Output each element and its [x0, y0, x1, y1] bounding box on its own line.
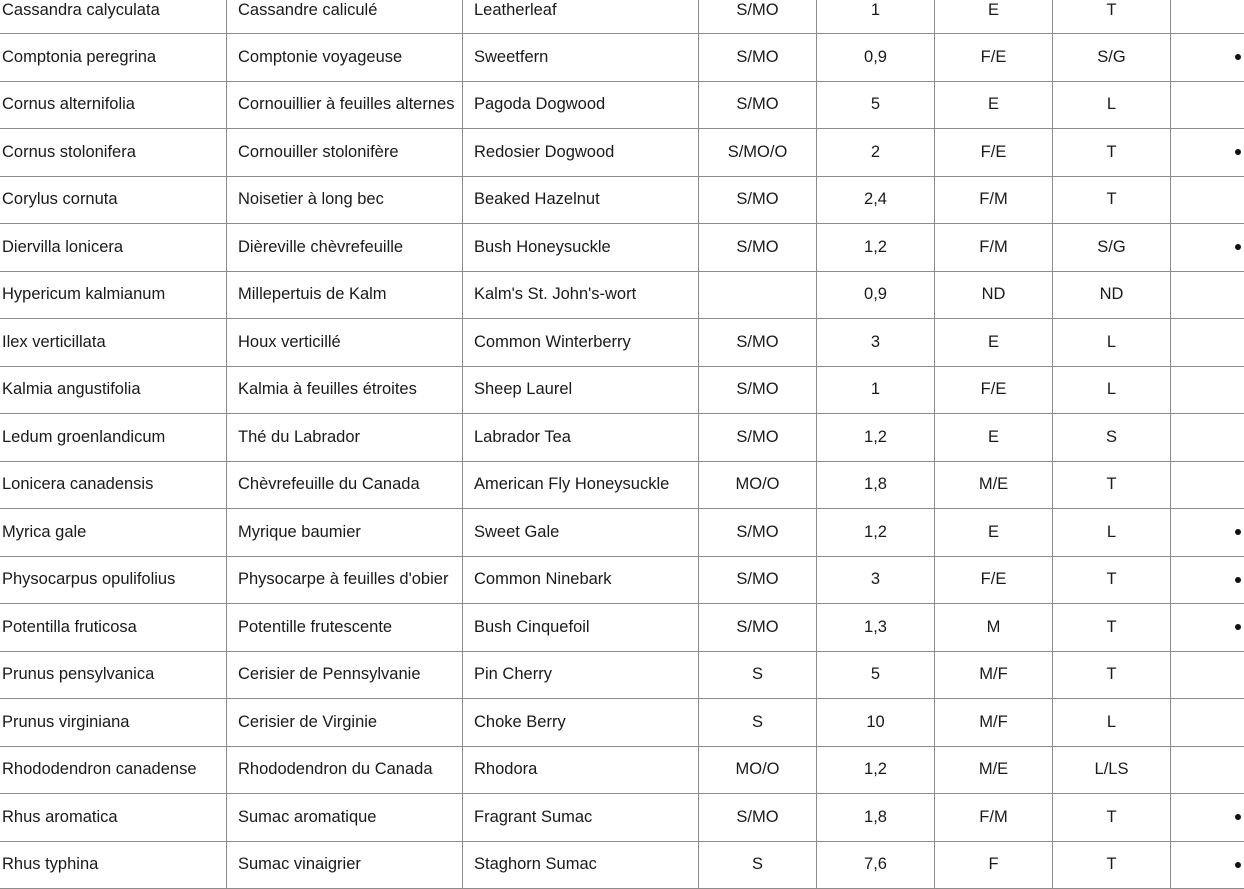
english-name-cell: Sheep Laurel — [463, 367, 699, 414]
english-name-cell: Pagoda Dogwood — [463, 82, 699, 129]
french-name-cell: Rhododendron du Canada — [227, 747, 463, 794]
french-name-cell: Kalmia à feuilles étroites — [227, 367, 463, 414]
bullet-dot-icon — [1235, 529, 1241, 535]
column-7-cell: T — [1053, 129, 1171, 176]
soil-cell: MO/O — [699, 462, 817, 509]
table-row — [0, 604, 1244, 652]
soil-cell: S/MO — [699, 557, 817, 604]
column-7-cell: T — [1053, 177, 1171, 224]
height-cell: 1,2 — [817, 509, 935, 556]
height-cell: 1 — [817, 0, 935, 33]
english-name-cell: Bush Cinquefoil — [463, 604, 699, 651]
column-7-cell: T — [1053, 462, 1171, 509]
column-6-cell: M — [935, 604, 1053, 651]
column-7-cell: T — [1053, 842, 1171, 889]
bullet-dot-icon — [1235, 244, 1241, 250]
table-row — [0, 224, 1244, 272]
table-row — [0, 319, 1244, 367]
latin-name-cell: Rhus typhina — [0, 842, 227, 889]
height-cell: 1,8 — [817, 794, 935, 841]
mark-cell — [1171, 652, 1244, 699]
column-7-cell: S/G — [1053, 224, 1171, 271]
english-name-cell: Sweet Gale — [463, 509, 699, 556]
latin-name-cell: Prunus virginiana — [0, 699, 227, 746]
soil-cell: S — [699, 842, 817, 889]
mark-cell — [1171, 842, 1244, 889]
column-6-cell: M/E — [935, 747, 1053, 794]
table-row — [0, 699, 1244, 747]
mark-cell — [1171, 699, 1244, 746]
column-7-cell: L — [1053, 82, 1171, 129]
column-6-cell: F/E — [935, 34, 1053, 81]
table-row — [0, 82, 1244, 130]
latin-name-cell: Rhododendron canadense — [0, 747, 227, 794]
soil-cell: S/MO — [699, 794, 817, 841]
mark-cell — [1171, 319, 1244, 366]
table-row — [0, 367, 1244, 415]
column-6-cell: F/M — [935, 794, 1053, 841]
column-6-cell: F/E — [935, 557, 1053, 604]
bullet-dot-icon — [1235, 149, 1241, 155]
table-row — [0, 0, 1244, 34]
english-name-cell: Kalm's St. John's-wort — [463, 272, 699, 319]
height-cell: 3 — [817, 557, 935, 604]
height-cell: 0,9 — [817, 34, 935, 81]
mark-cell — [1171, 367, 1244, 414]
height-cell: 2 — [817, 129, 935, 176]
column-7-cell: L/LS — [1053, 747, 1171, 794]
column-6-cell: E — [935, 509, 1053, 556]
latin-name-cell: Hypericum kalmianum — [0, 272, 227, 319]
latin-name-cell: Physocarpus opulifolius — [0, 557, 227, 604]
latin-name-cell: Comptonia peregrina — [0, 34, 227, 81]
mark-cell — [1171, 82, 1244, 129]
latin-name-cell: Cornus stolonifera — [0, 129, 227, 176]
mark-cell — [1171, 462, 1244, 509]
bullet-dot-icon — [1235, 862, 1241, 868]
mark-cell — [1171, 129, 1244, 176]
column-6-cell: M/F — [935, 652, 1053, 699]
soil-cell: S/MO — [699, 509, 817, 556]
english-name-cell: Beaked Hazelnut — [463, 177, 699, 224]
english-name-cell: Pin Cherry — [463, 652, 699, 699]
soil-cell — [699, 272, 817, 319]
soil-cell: S/MO — [699, 367, 817, 414]
table-row — [0, 557, 1244, 605]
french-name-cell: Sumac aromatique — [227, 794, 463, 841]
height-cell: 2,4 — [817, 177, 935, 224]
height-cell: 10 — [817, 699, 935, 746]
french-name-cell: Cornouiller stolonifère — [227, 129, 463, 176]
soil-cell: S/MO — [699, 604, 817, 651]
french-name-cell: Houx verticillé — [227, 319, 463, 366]
bullet-dot-icon — [1235, 624, 1241, 630]
height-cell: 5 — [817, 652, 935, 699]
latin-name-cell: Diervilla lonicera — [0, 224, 227, 271]
height-cell: 3 — [817, 319, 935, 366]
column-6-cell: E — [935, 82, 1053, 129]
latin-name-cell: Prunus pensylvanica — [0, 652, 227, 699]
soil-cell: S/MO/O — [699, 129, 817, 176]
column-7-cell: ND — [1053, 272, 1171, 319]
table-row — [0, 747, 1244, 795]
bullet-dot-icon — [1235, 814, 1241, 820]
english-name-cell: Sweetfern — [463, 34, 699, 81]
soil-cell: S — [699, 652, 817, 699]
soil-cell: S/MO — [699, 224, 817, 271]
table-row — [0, 177, 1244, 225]
column-7-cell: L — [1053, 699, 1171, 746]
soil-cell: S/MO — [699, 82, 817, 129]
table-row — [0, 129, 1244, 177]
mark-cell — [1171, 177, 1244, 224]
mark-cell — [1171, 34, 1244, 81]
column-6-cell: F/E — [935, 367, 1053, 414]
latin-name-cell: Cassandra calyculata — [0, 0, 227, 33]
soil-cell: S — [699, 699, 817, 746]
mark-cell — [1171, 747, 1244, 794]
soil-cell: MO/O — [699, 747, 817, 794]
bullet-dot-icon — [1235, 577, 1241, 583]
english-name-cell: Rhodora — [463, 747, 699, 794]
column-6-cell: E — [935, 0, 1053, 33]
column-6-cell: M/E — [935, 462, 1053, 509]
column-7-cell: T — [1053, 652, 1171, 699]
soil-cell: S/MO — [699, 34, 817, 81]
height-cell: 7,6 — [817, 842, 935, 889]
height-cell: 1,8 — [817, 462, 935, 509]
column-7-cell: S — [1053, 414, 1171, 461]
bullet-dot-icon — [1235, 54, 1241, 60]
french-name-cell: Cornouillier à feuilles alternes — [227, 82, 463, 129]
table-row — [0, 794, 1244, 842]
latin-name-cell: Myrica gale — [0, 509, 227, 556]
table-row — [0, 462, 1244, 510]
french-name-cell: Potentille frutescente — [227, 604, 463, 651]
english-name-cell: Redosier Dogwood — [463, 129, 699, 176]
height-cell: 1,3 — [817, 604, 935, 651]
latin-name-cell: Ledum groenlandicum — [0, 414, 227, 461]
mark-cell — [1171, 414, 1244, 461]
column-6-cell: M/F — [935, 699, 1053, 746]
column-7-cell: T — [1053, 604, 1171, 651]
soil-cell: S/MO — [699, 414, 817, 461]
table-row — [0, 414, 1244, 462]
mark-cell — [1171, 509, 1244, 556]
mark-cell — [1171, 224, 1244, 271]
latin-name-cell: Corylus cornuta — [0, 177, 227, 224]
table-row — [0, 509, 1244, 557]
french-name-cell: Chèvrefeuille du Canada — [227, 462, 463, 509]
english-name-cell: Bush Honeysuckle — [463, 224, 699, 271]
french-name-cell: Dièreville chèvrefeuille — [227, 224, 463, 271]
french-name-cell: Cassandre caliculé — [227, 0, 463, 33]
english-name-cell: Fragrant Sumac — [463, 794, 699, 841]
french-name-cell: Physocarpe à feuilles d'obier — [227, 557, 463, 604]
column-6-cell: F/M — [935, 177, 1053, 224]
column-7-cell: T — [1053, 0, 1171, 33]
french-name-cell: Cerisier de Pennsylvanie — [227, 652, 463, 699]
column-6-cell: E — [935, 319, 1053, 366]
height-cell: 1,2 — [817, 224, 935, 271]
soil-cell: S/MO — [699, 319, 817, 366]
column-6-cell: F — [935, 842, 1053, 889]
column-6-cell: E — [935, 414, 1053, 461]
column-7-cell: S/G — [1053, 34, 1171, 81]
french-name-cell: Millepertuis de Kalm — [227, 272, 463, 319]
height-cell: 1 — [817, 367, 935, 414]
height-cell: 0,9 — [817, 272, 935, 319]
mark-cell — [1171, 272, 1244, 319]
height-cell: 1,2 — [817, 747, 935, 794]
english-name-cell: Leatherleaf — [463, 0, 699, 33]
soil-cell: S/MO — [699, 0, 817, 33]
mark-cell — [1171, 0, 1244, 33]
mark-cell — [1171, 557, 1244, 604]
english-name-cell: Common Winterberry — [463, 319, 699, 366]
french-name-cell: Myrique baumier — [227, 509, 463, 556]
latin-name-cell: Cornus alternifolia — [0, 82, 227, 129]
mark-cell — [1171, 604, 1244, 651]
table-row — [0, 842, 1244, 889]
height-cell: 5 — [817, 82, 935, 129]
french-name-cell: Noisetier à long bec — [227, 177, 463, 224]
column-7-cell: T — [1053, 794, 1171, 841]
english-name-cell: Staghorn Sumac — [463, 842, 699, 889]
english-name-cell: Labrador Tea — [463, 414, 699, 461]
french-name-cell: Sumac vinaigrier — [227, 842, 463, 889]
column-6-cell: F/E — [935, 129, 1053, 176]
mark-cell — [1171, 794, 1244, 841]
latin-name-cell: Kalmia angustifolia — [0, 367, 227, 414]
french-name-cell: Thé du Labrador — [227, 414, 463, 461]
column-7-cell: L — [1053, 367, 1171, 414]
height-cell: 1,2 — [817, 414, 935, 461]
latin-name-cell: Rhus aromatica — [0, 794, 227, 841]
column-7-cell: T — [1053, 557, 1171, 604]
french-name-cell: Comptonie voyageuse — [227, 34, 463, 81]
table-row — [0, 34, 1244, 82]
table-row — [0, 652, 1244, 700]
latin-name-cell: Potentilla fruticosa — [0, 604, 227, 651]
english-name-cell: Choke Berry — [463, 699, 699, 746]
latin-name-cell: Ilex verticillata — [0, 319, 227, 366]
column-7-cell: L — [1053, 509, 1171, 556]
table-row — [0, 272, 1244, 320]
english-name-cell: Common Ninebark — [463, 557, 699, 604]
english-name-cell: American Fly Honeysuckle — [463, 462, 699, 509]
soil-cell: S/MO — [699, 177, 817, 224]
column-6-cell: F/M — [935, 224, 1053, 271]
column-6-cell: ND — [935, 272, 1053, 319]
french-name-cell: Cerisier de Virginie — [227, 699, 463, 746]
latin-name-cell: Lonicera canadensis — [0, 462, 227, 509]
column-7-cell: L — [1053, 319, 1171, 366]
